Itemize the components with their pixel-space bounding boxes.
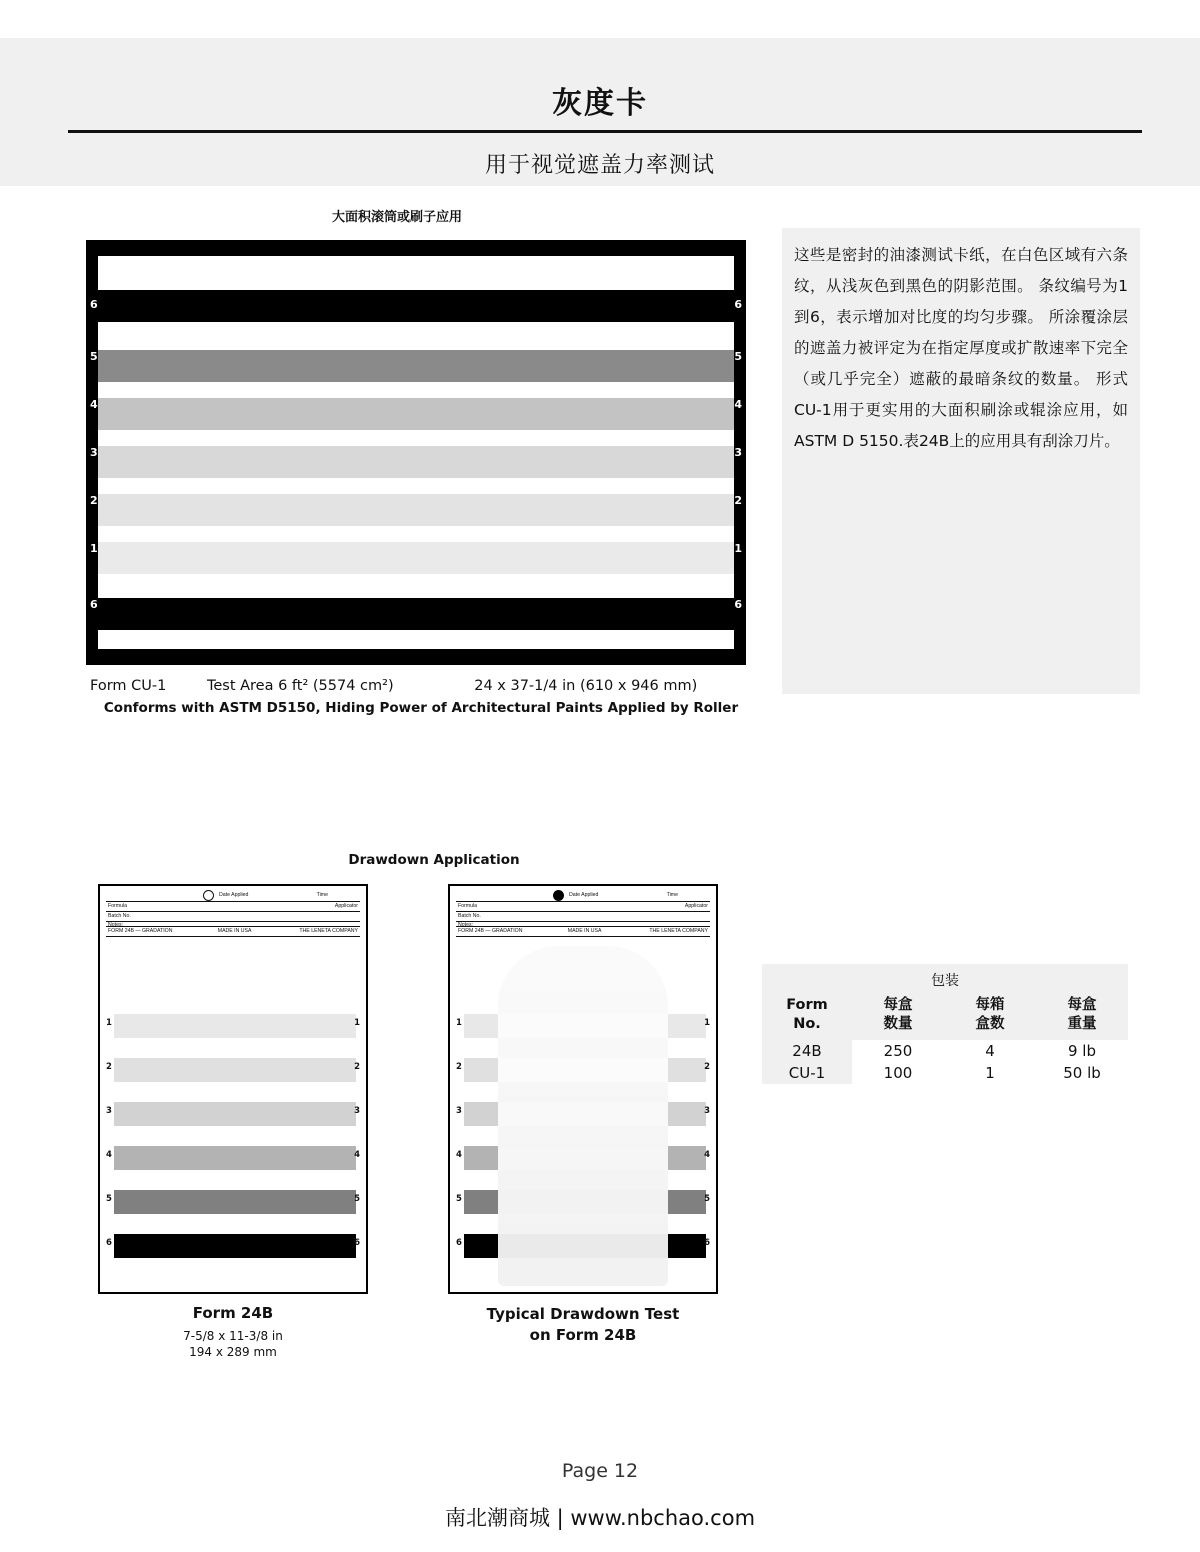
cell-per-box: 250 (852, 1040, 944, 1062)
form-stripe-number: 4 (354, 1150, 360, 1160)
batch-no-label: Batch No. (108, 913, 131, 919)
paint-band (498, 1102, 668, 1126)
batch-no-label: Batch No. (458, 913, 481, 919)
header-rule (106, 901, 360, 902)
typical-drawdown-card (448, 884, 718, 1294)
formula-label: Formula (458, 903, 478, 909)
cu1-stripe (98, 494, 734, 526)
form-stripe-number: 6 (704, 1238, 710, 1248)
page-number: Page 12 (561, 1460, 639, 1482)
cu1-stripe-number: 4 (734, 398, 742, 411)
paint-band (498, 1190, 668, 1214)
col-header-form-no (762, 994, 852, 1040)
col-header-line2: 盒数 (975, 1016, 1005, 1032)
col-header-per-case (944, 994, 1036, 1040)
form-stripe-end (676, 1058, 702, 1082)
cu1-conformance: Conforms with ASTM D5150, Hiding Power of Architectural Paints Applied by Roller (103, 700, 739, 716)
paint-band (498, 1014, 668, 1038)
header-rule (106, 921, 360, 922)
table-row (762, 1040, 1128, 1062)
col-header-line1: Form (786, 997, 828, 1013)
cu1-stripe-number: 5 (734, 350, 742, 363)
cu1-form-label: Form CU-1 (90, 678, 167, 694)
cu1-stripe (98, 350, 734, 382)
cu1-stripe-number: 1 (90, 542, 98, 555)
form-code-band (456, 926, 710, 937)
notes-label: Notes: (458, 922, 473, 928)
form-24b-caption: Form 24B (192, 1304, 274, 1322)
packaging-table-header-row (762, 994, 1128, 1040)
form-stripe-end (676, 1014, 702, 1038)
cu1-stripe-number: 6 (90, 598, 98, 611)
drawdown-section-title: Drawdown Application (348, 852, 520, 868)
form-stripe-number: 2 (456, 1062, 462, 1072)
form-stripe-number: 2 (106, 1062, 112, 1072)
footer-brand: 南北潮商城 | www.nbchao.com (444, 1506, 756, 1530)
form-stripe (114, 1190, 356, 1214)
cu1-stripe-number: 6 (90, 298, 98, 311)
cell-per-case: 1 (944, 1062, 1036, 1084)
cu1-stripe-number: 6 (734, 298, 742, 311)
header-rule (106, 911, 360, 912)
col-header-line2: No. (793, 1016, 821, 1032)
band-center-label: MADE IN USA (567, 928, 602, 934)
form-stripe-number: 2 (354, 1062, 360, 1072)
cu1-stripe-number: 3 (734, 446, 742, 459)
form-stripe-end (464, 1014, 490, 1038)
form-stripe-end (464, 1102, 490, 1126)
form-24b-dimensions (98, 1328, 368, 1360)
form-stripe-number: 4 (456, 1150, 462, 1160)
form-24b-card (98, 884, 368, 1294)
paint-band (498, 1058, 668, 1082)
col-header-line1: 每盒 (883, 997, 913, 1013)
form-stripe-number: 5 (106, 1194, 112, 1204)
form-stripe-number: 3 (106, 1106, 112, 1116)
formula-label: Formula (108, 903, 128, 909)
form-stripe (114, 1234, 356, 1258)
paint-band (498, 1234, 668, 1258)
cu1-spec-line (90, 678, 750, 694)
title-divider (68, 130, 1142, 133)
form-card-header (100, 886, 366, 938)
typical-drawdown-caption (448, 1304, 718, 1346)
band-left-label: FORM 24B — GRADATION (108, 928, 173, 934)
cu1-stripe (98, 398, 734, 430)
cu1-stripe-number: 6 (734, 598, 742, 611)
cu1-stripe (98, 598, 734, 630)
cu1-stripe-number: 5 (90, 350, 98, 363)
form-stripe (114, 1102, 356, 1126)
form-stripe-number: 1 (106, 1018, 112, 1028)
cell-per-case: 4 (944, 1040, 1036, 1062)
header-rule (456, 911, 710, 912)
form-stripe-number: 3 (354, 1106, 360, 1116)
cu1-stripe-number: 3 (90, 446, 98, 459)
typical-caption-line2: on Form 24B (529, 1326, 637, 1344)
form-stripe (114, 1146, 356, 1170)
date-applied-label: Date Applied (219, 892, 249, 898)
packaging-table-title: 包装 (931, 973, 959, 989)
dot-circle-icon (203, 890, 214, 901)
form-stripe-number: 2 (704, 1062, 710, 1072)
band-left-label: FORM 24B — GRADATION (458, 928, 523, 934)
cu1-stripe-number: 4 (90, 398, 98, 411)
cu1-stripe-number: 1 (734, 542, 742, 555)
form-stripe-end (464, 1190, 490, 1214)
typical-caption-line1: Typical Drawdown Test (486, 1305, 680, 1323)
form-stripe-number: 3 (704, 1106, 710, 1116)
col-header-weight (1036, 994, 1128, 1040)
form-stripe-number: 5 (704, 1194, 710, 1204)
cu1-top-caption: 大面积滚筒或刷子应用 (332, 210, 463, 225)
cu1-stripe-number: 2 (734, 494, 742, 507)
cu1-chart-inner (98, 256, 734, 649)
cell-weight: 50 lb (1036, 1062, 1128, 1084)
form-stripe-number: 6 (106, 1238, 112, 1248)
cu1-dimensions: 24 x 37-1/4 in (610 x 946 mm) (474, 678, 698, 694)
header-rule (456, 901, 710, 902)
form-stripe-number: 4 (704, 1150, 710, 1160)
form-stripe-end (464, 1058, 490, 1082)
form-stripe-number: 6 (456, 1238, 462, 1248)
cu1-stripe (98, 290, 734, 322)
form-stripe-end (464, 1146, 490, 1170)
form-stripe (114, 1058, 356, 1082)
form-card-header (450, 886, 716, 938)
description-text: 这些是密封的油漆测试卡纸，在白色区域有六条纹，从浅灰色到黑色的阴影范围。 条纹编号为1到6，表示增加对比度的均匀步骤。 所涂覆涂层的遮盖力被评定为在指定厚度或扩散速率下完全（或几乎完全）遮蔽的最暗条纹的数量。 形式CU-1用于更实用的大面积刷涂或辊涂应用，如ASTM D 5150.表24B上的应用具有刮涂刀片。 (794, 246, 1128, 450)
form-stripe-end (676, 1234, 702, 1258)
form-stripe-number: 1 (354, 1018, 360, 1028)
cell-per-box: 100 (852, 1062, 944, 1084)
form-stripe-end (676, 1146, 702, 1170)
date-applied-label: Date Applied (569, 892, 599, 898)
packaging-table (762, 964, 1128, 1084)
col-header-line2: 重量 (1067, 1016, 1097, 1032)
form-stripe-number: 5 (354, 1194, 360, 1204)
col-header-per-box (852, 994, 944, 1040)
form-stripe-number: 5 (456, 1194, 462, 1204)
form-code-band (106, 926, 360, 937)
form-stripe-number: 4 (106, 1150, 112, 1160)
band-right-label: THE LENETA COMPANY (299, 928, 358, 934)
page-title: 灰度卡 (552, 86, 648, 121)
cell-weight: 9 lb (1036, 1040, 1128, 1062)
form-stripe (114, 1014, 356, 1038)
band-right-label: THE LENETA COMPANY (649, 928, 708, 934)
cell-form-no: CU-1 (762, 1062, 852, 1084)
cu1-stripe (98, 446, 734, 478)
time-label: Time (316, 892, 328, 898)
form-stripe-number: 3 (456, 1106, 462, 1116)
col-header-line2: 数量 (883, 1016, 913, 1032)
col-header-line1: 每盒 (1067, 997, 1097, 1013)
cu1-stripe (98, 542, 734, 574)
page-subtitle: 用于视觉遮盖力率测试 (484, 153, 715, 178)
applicator-label: Applicator (334, 903, 358, 909)
cu1-chart-card (86, 240, 746, 665)
form-stripe-end (676, 1102, 702, 1126)
notes-label: Notes: (108, 922, 123, 928)
form-stripe-number: 1 (704, 1018, 710, 1028)
paint-band (498, 1146, 668, 1170)
form-24b-dims-in: 7-5/8 x 11-3/8 in (183, 1329, 283, 1343)
packaging-table-title-row (762, 964, 1128, 994)
cu1-stripe-number: 2 (90, 494, 98, 507)
form-stripe-number: 1 (456, 1018, 462, 1028)
time-label: Time (666, 892, 678, 898)
col-header-line1: 每箱 (975, 997, 1005, 1013)
cell-form-no: 24B (762, 1040, 852, 1062)
cu1-test-area: Test Area 6 ft² (5574 cm²) (206, 678, 394, 694)
form-stripe-end (464, 1234, 490, 1258)
table-row (762, 1062, 1128, 1084)
band-center-label: MADE IN USA (217, 928, 252, 934)
form-stripe-number: 6 (354, 1238, 360, 1248)
applicator-label: Applicator (684, 903, 708, 909)
form-24b-dims-mm: 194 x 289 mm (189, 1345, 277, 1359)
header-rule (456, 921, 710, 922)
form-stripe-end (676, 1190, 702, 1214)
filled-dot-icon (553, 890, 564, 901)
